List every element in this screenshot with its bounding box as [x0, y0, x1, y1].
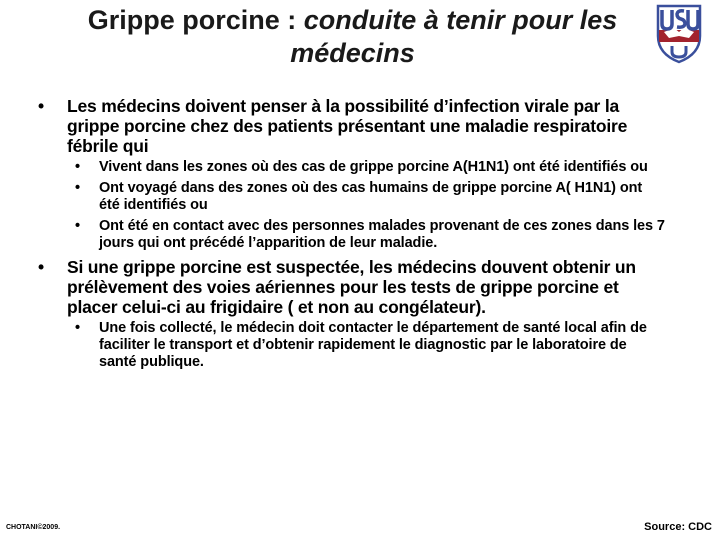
sub-bullet-1-1-text: Vivent dans les zones où des cas de grippe porcine A(H1N1) ont été identifiés ou	[99, 159, 648, 175]
sub-bullet-dot: •	[75, 218, 80, 234]
title-italic: conduite à tenir pour les médecins	[290, 5, 618, 68]
bullet-2-text: Si une grippe porcine est suspectée, les médecins douvent obtenir un prélèvement des voies aériennes pour les tests de grippe porcine et placer celui-ci au frigidaire ( et non au congélateur).	[67, 257, 636, 317]
sub-bullet-dot: •	[75, 180, 80, 196]
slide-title	[60, 4, 645, 70]
source-footer: Source: CDC	[644, 521, 712, 533]
sub-bullet-1-2-text: Ont voyagé dans des zones où des cas humains de grippe porcine A( H1N1) ont été identifiés ou	[99, 180, 643, 213]
bullet-1-text: Les médecins doivent penser à la possibilité d’infection virale par la grippe porcine chez des patients présentant une maladie respiratoire fébrile qui	[67, 96, 628, 156]
sub-bullet-dot: •	[75, 320, 80, 336]
slide-body	[36, 96, 666, 376]
usu-logo-icon	[644, 2, 714, 64]
sub-bullet-dot: •	[75, 159, 80, 175]
sub-bullet-1-3	[67, 218, 666, 252]
sub-bullet-1-2	[67, 180, 666, 214]
bullet-1	[36, 96, 666, 252]
sub-bullet-1-1	[67, 159, 666, 176]
bullet-dot: •	[38, 257, 44, 277]
title-plain: Grippe porcine :	[87, 5, 304, 35]
bullet-dot: •	[38, 96, 44, 116]
sub-bullet-1-3-text: Ont été en contact avec des personnes malades provenant de ces zones dans les 7 jours qui ont précédé l’apparition de leur maladie.	[99, 218, 665, 251]
sub-bullet-2-1-text: Une fois collecté, le médecin doit contacter le département de santé local afin de faciliter le transport et d’obtenir rapidement le diagnostic par le laboratoire de santé publique.	[99, 320, 647, 370]
sub-bullet-2-1	[67, 320, 666, 371]
bullet-2	[36, 257, 666, 371]
copyright-footer: CHOTANI©2009.	[6, 524, 61, 531]
